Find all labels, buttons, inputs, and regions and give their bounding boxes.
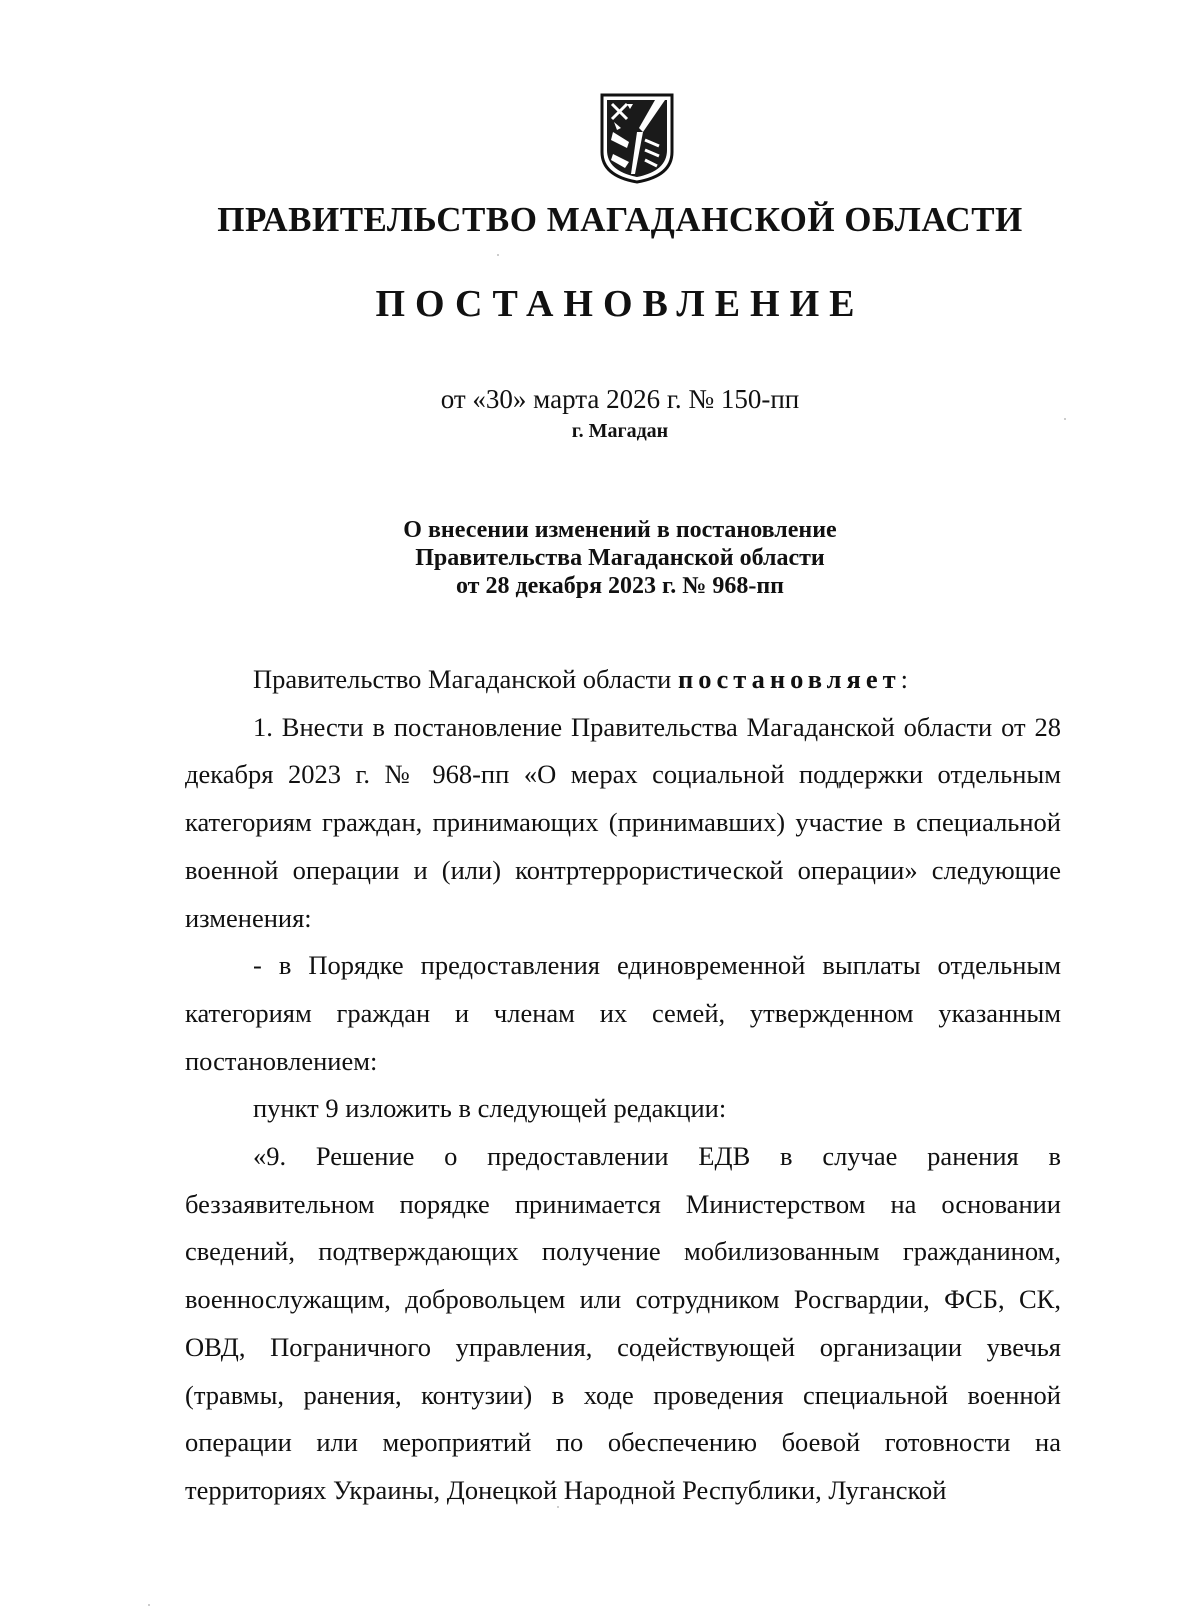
paragraph-4: «9. Решение о предоставлении ЕДВ в случае ранения в беззаявительном порядке принимается Министерством на основании сведений, подтверждающих получение мобилизованным гражданином, военнослужащим, добровольцем или сотрудником Росгвардии, ФСБ, СК, ОВД, Пограничного управления, содействующей организации увечья (травмы, ранения, контузии) в ходе проведения специальной военной операции или мероприятий по обеспечению боевой готовности на территориях Украины, Донецкой Народной Республики, Луганской	[185, 1141, 1061, 1505]
intro-prefix: Правительство Магаданской области	[253, 664, 678, 694]
government-title: ПРАВИТЕЛЬСТВО МАГАДАНСКОЙ ОБЛАСТИ	[217, 200, 1023, 239]
paragraph-1: 1. Внести в постановление Правительства Магаданской области от 28 декабря 2023 г. № 968-пп «О мерах социальной поддержки отдельным категориям граждан, принимающих (принимавших) участие в специальной военной операции и (или) контртеррористической операции» следующие изменения:	[185, 711, 1061, 933]
document-body	[185, 656, 1061, 1515]
date-number-line: от «30» марта 2026 г. № 150-пп	[440, 384, 800, 414]
paragraph-2: - в Порядке предоставления единовременной выплаты отдельным категориям граждан и членам их семей, утвержденном указанным постановлением:	[185, 950, 1061, 1076]
magadan-region-coat-of-arms-icon	[599, 92, 675, 184]
subject-line: Правительства Магаданской области	[415, 545, 825, 571]
intro-paragraph	[185, 656, 1061, 704]
intro-emphasis: постановляет	[677, 664, 901, 694]
intro-suffix: :	[900, 664, 909, 694]
city-line: г. Магадан	[571, 420, 669, 442]
scan-speck	[148, 1604, 150, 1606]
scan-speck	[497, 254, 499, 256]
document-type: ПОСТАНОВЛЕНИЕ	[375, 283, 865, 325]
paragraph-3: пункт 9 изложить в следующей редакции:	[253, 1093, 727, 1124]
scan-speck	[1064, 418, 1066, 420]
scan-speck	[557, 1506, 559, 1508]
document-subject	[0, 516, 1200, 600]
subject-line: от 28 декабря 2023 г. № 968-пп	[455, 573, 785, 599]
subject-line: О внесении изменений в постановление	[403, 517, 837, 543]
